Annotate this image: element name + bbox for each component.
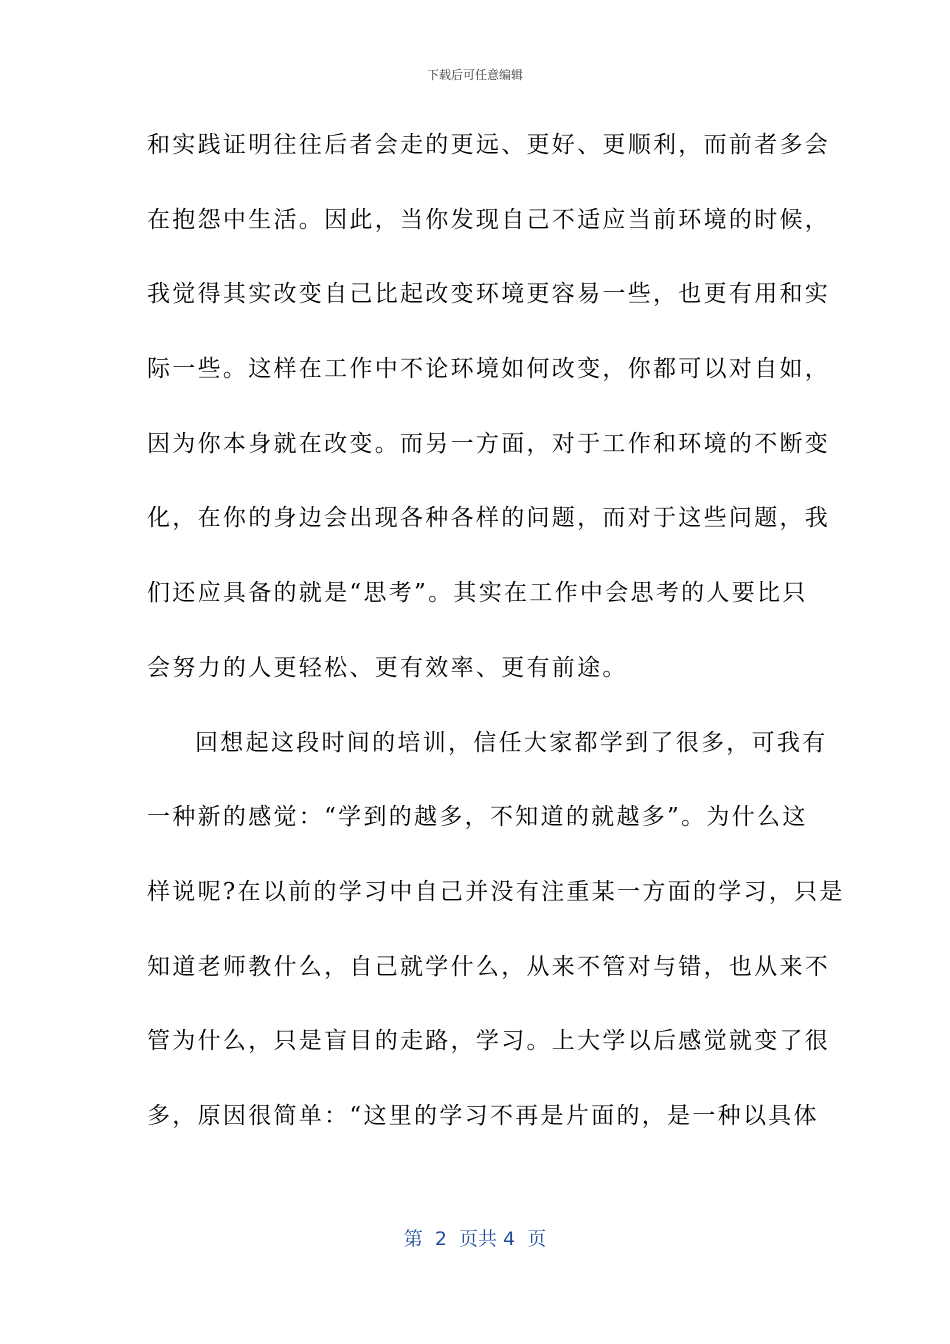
text-line-6: 化，在你的身边会出现各种各样的问题，而对于这些问题，我	[147, 505, 831, 532]
text-line-11: 样说呢?在以前的学习中自己并没有注重某一方面的学习，只是	[147, 878, 845, 905]
text-line-7: 们还应具备的就是“思考”。其实在工作中会思考的人要比只	[147, 580, 808, 607]
text-line-5: 因为你本身就在改变。而另一方面，对于工作和环境的不断变	[147, 430, 831, 457]
text-line-1: 和实践证明往往后者会走的更远、更好、更顺利，而前者多会	[147, 132, 831, 158]
body-text	[147, 120, 845, 1166]
header-note: 下载后可任意编辑	[426, 68, 523, 82]
text-line-2: 在抱怨中生活。因此，当你发现自己不适应当前环境的时候，	[147, 206, 831, 233]
page-number-footer: 第 2 页共 4 页	[403, 1228, 547, 1250]
text-line-13: 管为什么，只是盲目的走路，学习。上大学以后感觉就变了很	[147, 1028, 831, 1055]
text-line-4: 际一些。这样在工作中不论环境如何改变，你都可以对自如，	[147, 356, 831, 383]
text-line-9: 回想起这段时间的培训，信任大家都学到了很多，可我有	[195, 729, 828, 756]
text-line-12: 知道老师教什么，自己就学什么，从来不管对与错，也从来不	[147, 953, 831, 980]
text-line-14: 多，原因很简单：“这里的学习不再是片面的，是一种以具体	[147, 1102, 819, 1129]
text-line-10: 一种新的感觉：“学到的越多，不知道的就越多”。为什么这	[147, 804, 808, 831]
text-line-3: 我觉得其实改变自己比起改变环境更容易一些，也更有用和实	[147, 281, 831, 308]
text-line-8: 会努力的人更轻松、更有效率、更有前途。	[147, 654, 628, 681]
